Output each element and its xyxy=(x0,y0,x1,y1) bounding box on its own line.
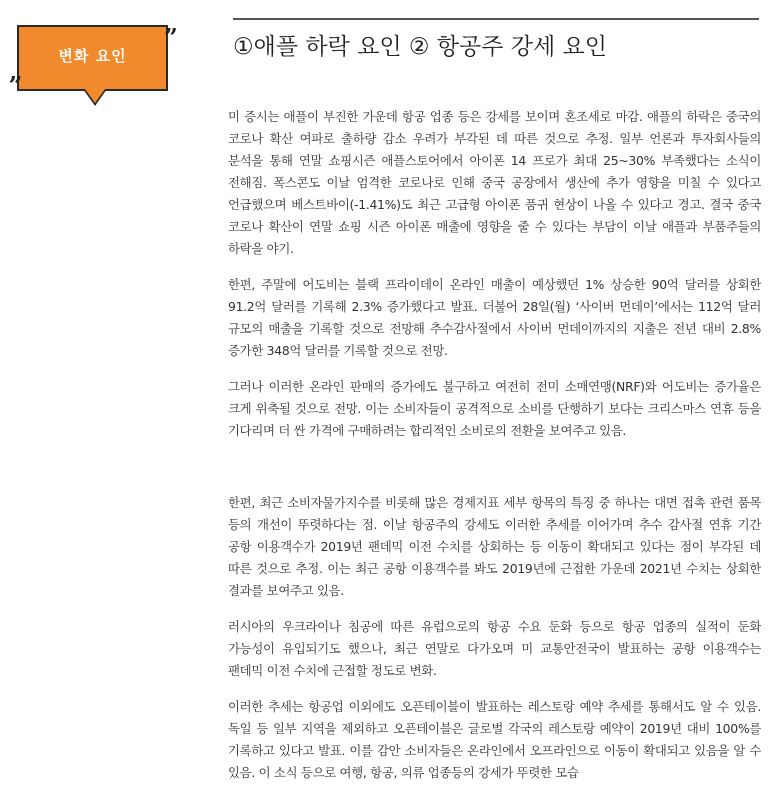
body-content xyxy=(228,106,761,798)
paragraph: 그러나 이러한 온라인 판매의 증가에도 불구하고 여전히 전미 소매연맹(NRF)와 어도비는 증가율은 크게 위축될 것으로 전망. 이는 소비자들이 공격적으로 소비를 단행하기 보다는 크리스마스 연휴 등을 기다리며 더 싼 가격에 구매하려는 합리적인 소비로의 전환을 보여주고 있음. xyxy=(228,379,761,438)
title-rule xyxy=(233,18,759,20)
page-title: ①애플 하락 요인 ② 항공주 강세 요인 xyxy=(233,34,607,60)
paragraph: 러시아의 우크라이나 침공에 따른 유럽으로의 항공 수요 둔화 등으로 항공 업종의 실적이 둔화 가능성이 유입되기도 했으나, 최근 연말로 다가오며 미 교통안전국이 발표하는 공항 이용객수는 팬데믹 이전 수치에 근접할 정도로 변화. xyxy=(228,619,761,678)
paragraph: 이러한 추세는 항공업 이외에도 오픈테이블이 발표하는 레스토랑 예약 추세를 통해서도 알 수 있음. 독일 등 일부 지역을 제외하고 오픈테이블은 글로벌 각국의 레스토랑 예약이 2019년 대비 100%를 기록하고 있다고 발표. 이를 감안 소비자들은 온라인에서 오프라인으로 이동이 확대되고 있음을 알 수 있음. 이 소식 등으로 여행, 항공, 의류 업종등의 강세가 뚜렷한 모습 xyxy=(228,699,761,780)
paragraph: 미 증시는 애플이 부진한 가운데 항공 업종 등은 강세를 보이며 혼조세로 마감. 애플의 하락은 중국의 코로나 확산 여파로 출하량 감소 우려가 부각된 데 따른 것으로 추정. 일부 언론과 투자회사들의 분석을 통해 연말 쇼핑시즌 애플스토어에서 아이폰 14 프로가 최대 25~30% 부족했다는 소식이 전해짐. 폭스콘도 이날 엄격한 코로나로 인해 중국 공장에서 생산에 추가 영향을 미칠 수 있다고 언급했으며 베스트바이(-1.41%)도 최근 고급형 아이폰 품귀 현상이 나올 수 있다고 경고. 결국 중국 코로나 확산이 연말 쇼핑 시즌 아이폰 매출에 영향을 줄 수 있다는 부담이 이날 애플과 부품주들의 하락을 야기. xyxy=(228,109,761,256)
quote-close-icon: ” xyxy=(164,23,178,52)
quote-open-icon: „ xyxy=(9,57,23,86)
section-badge xyxy=(0,0,200,120)
paragraph: 한편, 최근 소비자물가지수를 비롯해 많은 경제지표 세부 항목의 특징 중 하나는 대면 접촉 관련 품목 등의 개선이 뚜렷하다는 점. 이날 항공주의 강세도 이러한 추세를 이어가며 추수 감사절 연휴 기간 공항 이용객수가 2019년 팬데믹 이전 수치를 상회하는 등 이동이 확대되고 있다는 점이 부각된 데 따른 것으로 추정. 이는 최근 공항 이용객수를 봐도 2019년에 근접한 가운데 2021년 수치는 상회한 결과를 보여주고 있음. xyxy=(228,495,761,598)
badge-tail xyxy=(85,89,105,103)
badge-label: 변화 요인 xyxy=(58,47,127,65)
section-gap xyxy=(228,456,761,492)
paragraph: 한편, 주말에 어도비는 블랙 프라이데이 온라인 매출이 예상했던 1% 상승한 90억 달러를 상회한 91.2억 달러를 기록해 2.3% 증가했다고 발표. 더불어 28일(월) ‘사이버 먼데이’에서는 112억 달러 규모의 매출을 기록할 것으로 전망해 추수감사절에서 사이버 먼데이까지의 지출은 전년 대비 2.8% 증가한 348억 달러를 기록할 것으로 전망. xyxy=(228,277,761,358)
